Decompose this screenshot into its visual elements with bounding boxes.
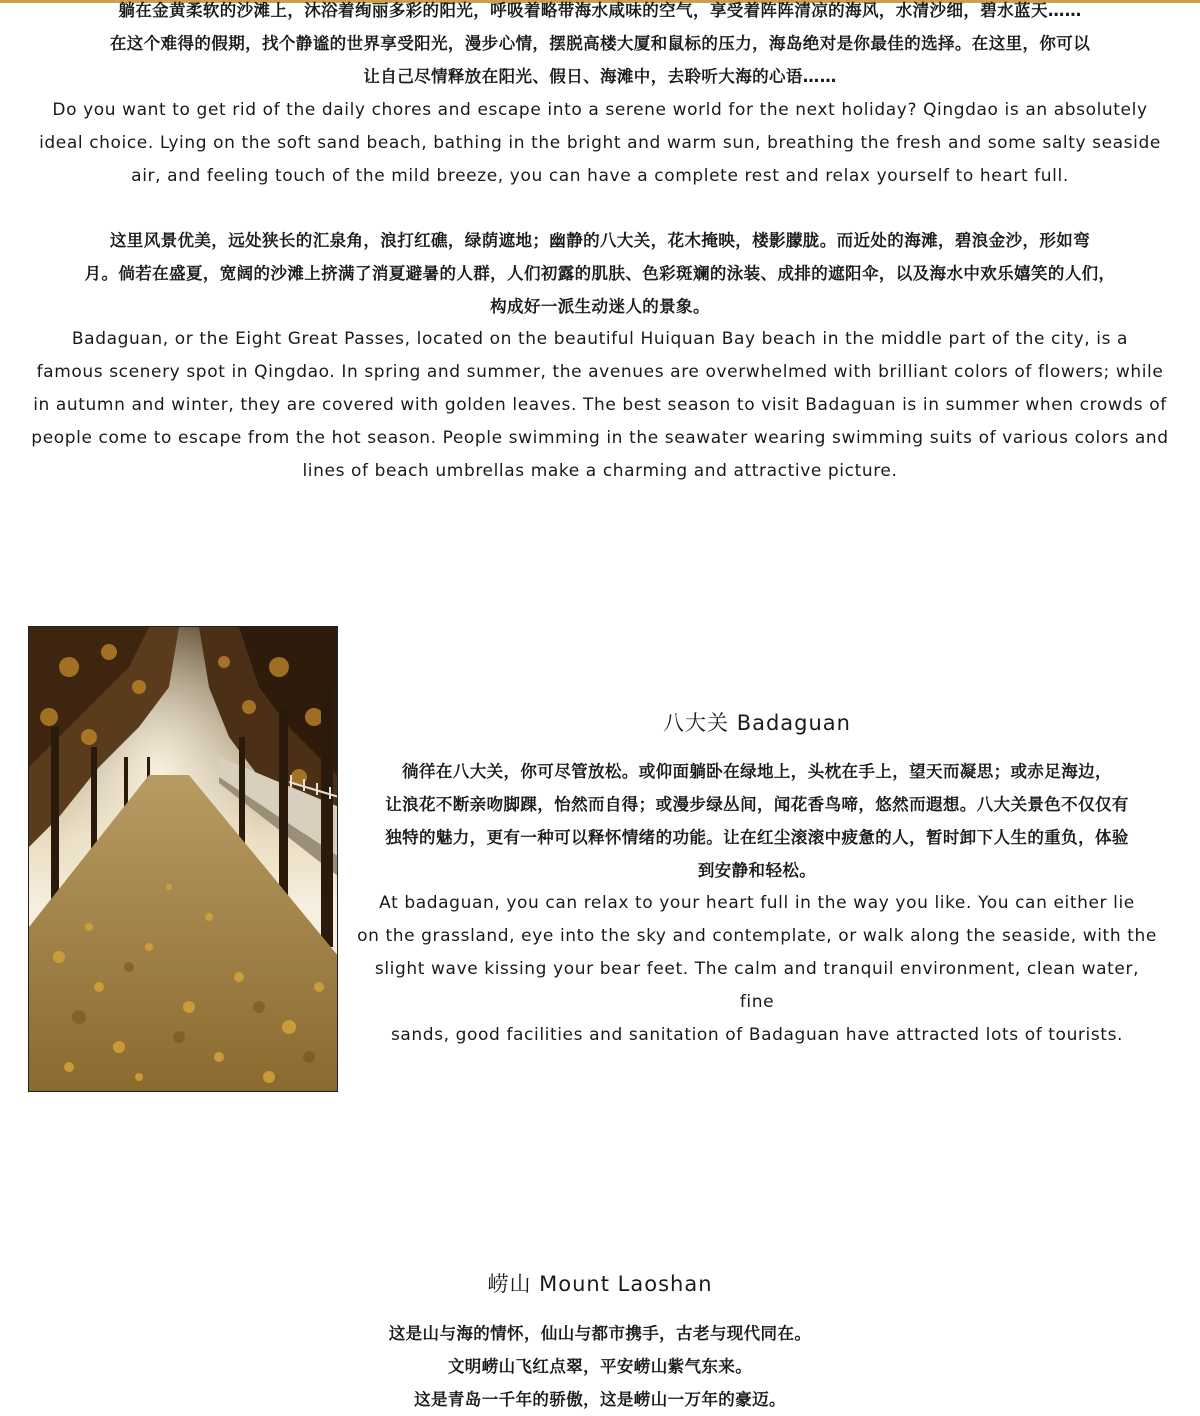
autumn-avenue-photo bbox=[28, 626, 338, 1092]
badaguan-paragraph-zh: 徜徉在八大关，你可尽管放松。或仰面躺卧在绿地上，头枕在手上，望天而凝思；或赤足海边， 让浪花不断亲吻脚踝，怡然而自得；或漫步绿丛间，闻花香鸟啼，悠然而遐想。八大关景色不仅仅有 独特的魅力，更有一种可以释怀情绪的功能。让在红尘滚滚中疲惫的人，暂时卸下人生的重负，体验 到安静和轻松。 bbox=[385, 762, 1129, 880]
scenery-paragraph-en: Badaguan, or the Eight Great Passes, located on the beautiful Huiquan Bay beach in the middle part of the city, is a famous scenery spot in Qingdao. In spring and summer, the avenues are overwhelmed with brilliant colors of flowers; while in autumn and winter, they are covered with golden leaves. The best season to visit Badaguan is in summer when crowds of people come to escape from the hot season. People swimming in the seawater wearing swimming suits of various colors and lines of beach umbrellas make a charming and attractive picture. bbox=[31, 329, 1169, 481]
laoshan-heading: 崂山 Mount Laoshan bbox=[487, 1272, 713, 1296]
laoshan-paragraph-zh: 这是山与海的情怀，仙山与都市携手，古老与现代同在。 文明崂山飞红点翠，平安崂山紫气东来。 这是青岛一千年的骄傲，这是崂山一万年的豪迈。 bbox=[388, 1324, 812, 1409]
scenery-paragraph-zh: 这里风景优美，远处狭长的汇泉角，浪打红礁，绿荫遮地；幽静的八大关，花木掩映，楼影朦胧。而近处的海滩，碧浪金沙，形如弯 月。倘若在盛夏，宽阔的沙滩上挤满了消夏避暑的人群，人们初露的肌肤、色彩斑斓的泳装、成排的遮阳伞，以及海水中欢乐嬉笑的人们， 构成好一派生动迷人的景象。 bbox=[84, 231, 1116, 316]
intro-paragraph-zh: 躺在金黄柔软的沙滩上，沐浴着绚丽多彩的阳光，呼吸着略带海水咸味的空气，享受着阵阵清凉的海风，水清沙细，碧水蓝天…… 在这个难得的假期，找个静谧的世界享受阳光，漫步心情，摆脱高楼大厦和鼠标的压力，海岛绝对是你最佳的选择。在这里，你可以 让自己尽情释放在阳光、假日、海滩中，去聆听大海的心语…… bbox=[109, 1, 1091, 86]
badaguan-heading: 八大关 Badaguan bbox=[663, 711, 851, 735]
badaguan-paragraph-en: At badaguan, you can relax to your heart full in the way you like. You can either lie on the grassland, eye into the sky and contemplate, or walk along the seaside, with the slight wave kissing your bear feet. The calm and tranquil environment, clean water, fine sands, good facilities and sanitation of Badaguan have attracted lots of tourists. bbox=[357, 893, 1157, 1045]
intro-paragraph-en: Do you want to get rid of the daily chores and escape into a serene world for the next holiday? Qingdao is an absolutely ideal choice. Lying on the soft sand beach, bathing in the bright and warm sun, breathing the fresh and some salty seaside air, and feeling touch of the mild breeze, you can have a complete rest and relax yourself to heart full. bbox=[39, 100, 1161, 186]
